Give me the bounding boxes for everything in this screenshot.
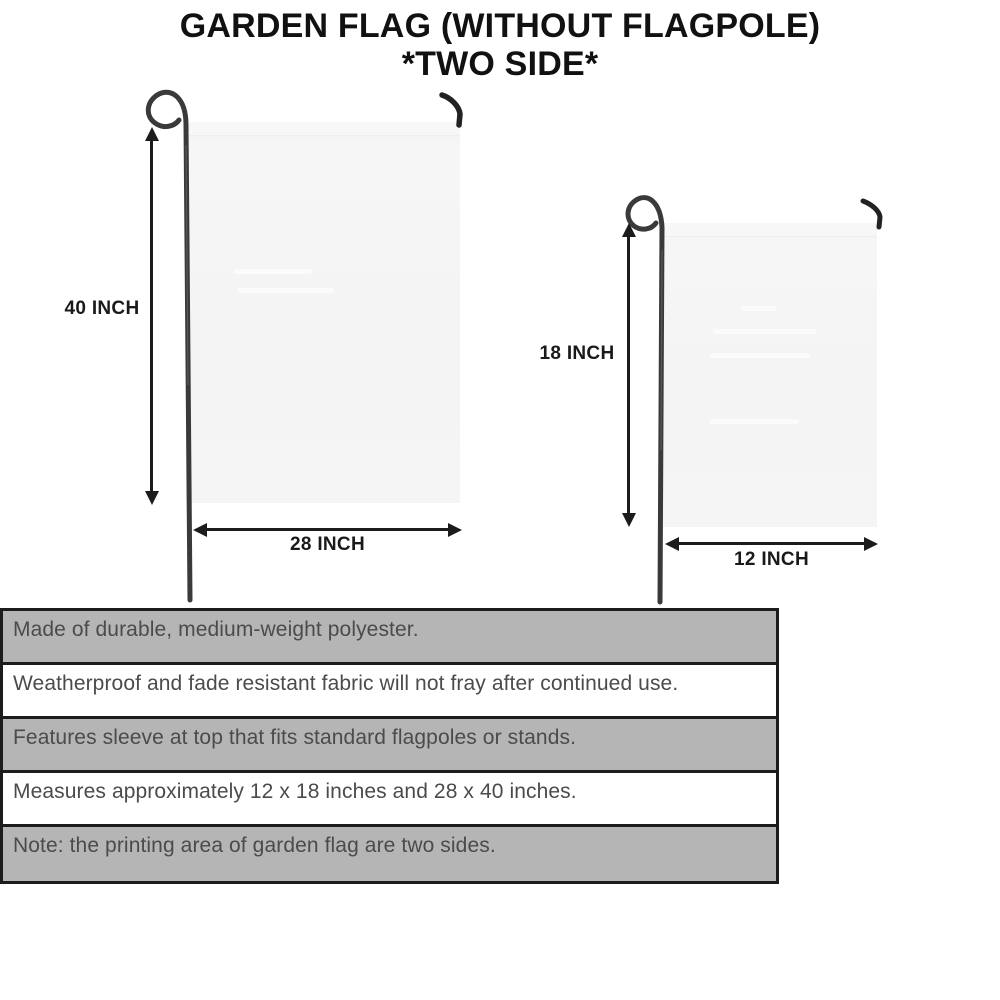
width-dimension-arrow-large: [207, 528, 448, 531]
pole-hook-small-icon: [858, 196, 890, 232]
title-line-2: *TWO SIDE*: [401, 45, 599, 83]
feature-row-material: Made of durable, medium-weight polyester.: [3, 611, 776, 665]
flag-large-sleeve: [186, 122, 460, 136]
width-label-large: 28 INCH: [290, 534, 365, 555]
width-label-small: 12 INCH: [734, 549, 809, 570]
height-label-large: 40 INCH: [64, 298, 140, 319]
fabric-streak: [233, 269, 313, 274]
feature-row-note: Note: the printing area of garden flag are two sides.: [3, 827, 776, 881]
flag-small-sleeve: [663, 223, 877, 237]
pole-hook-large-icon: [436, 90, 470, 130]
width-dimension-arrow-small: [679, 542, 864, 545]
feature-row-weatherproof: Weatherproof and fade resistant fabric will not fray after continued use.: [3, 665, 776, 719]
fabric-streak: [713, 329, 817, 334]
height-dimension-arrow-small: [627, 237, 630, 513]
flag-small-preview: [663, 223, 877, 527]
fabric-streak: [237, 288, 334, 293]
feature-row-measures: Measures approximately 12 x 18 inches and 28 x 40 inches.: [3, 773, 776, 827]
height-label-small: 18 INCH: [539, 343, 615, 364]
page-title: [0, 6, 1000, 82]
fabric-streak: [709, 419, 799, 424]
feature-table: [0, 608, 779, 884]
title-line-1: GARDEN FLAG (WITHOUT FLAGPOLE): [179, 7, 821, 45]
fabric-streak: [741, 306, 777, 311]
fabric-streak: [710, 353, 810, 358]
flag-large-preview: [186, 122, 460, 503]
feature-row-sleeve: Features sleeve at top that fits standard flagpoles or stands.: [3, 719, 776, 773]
